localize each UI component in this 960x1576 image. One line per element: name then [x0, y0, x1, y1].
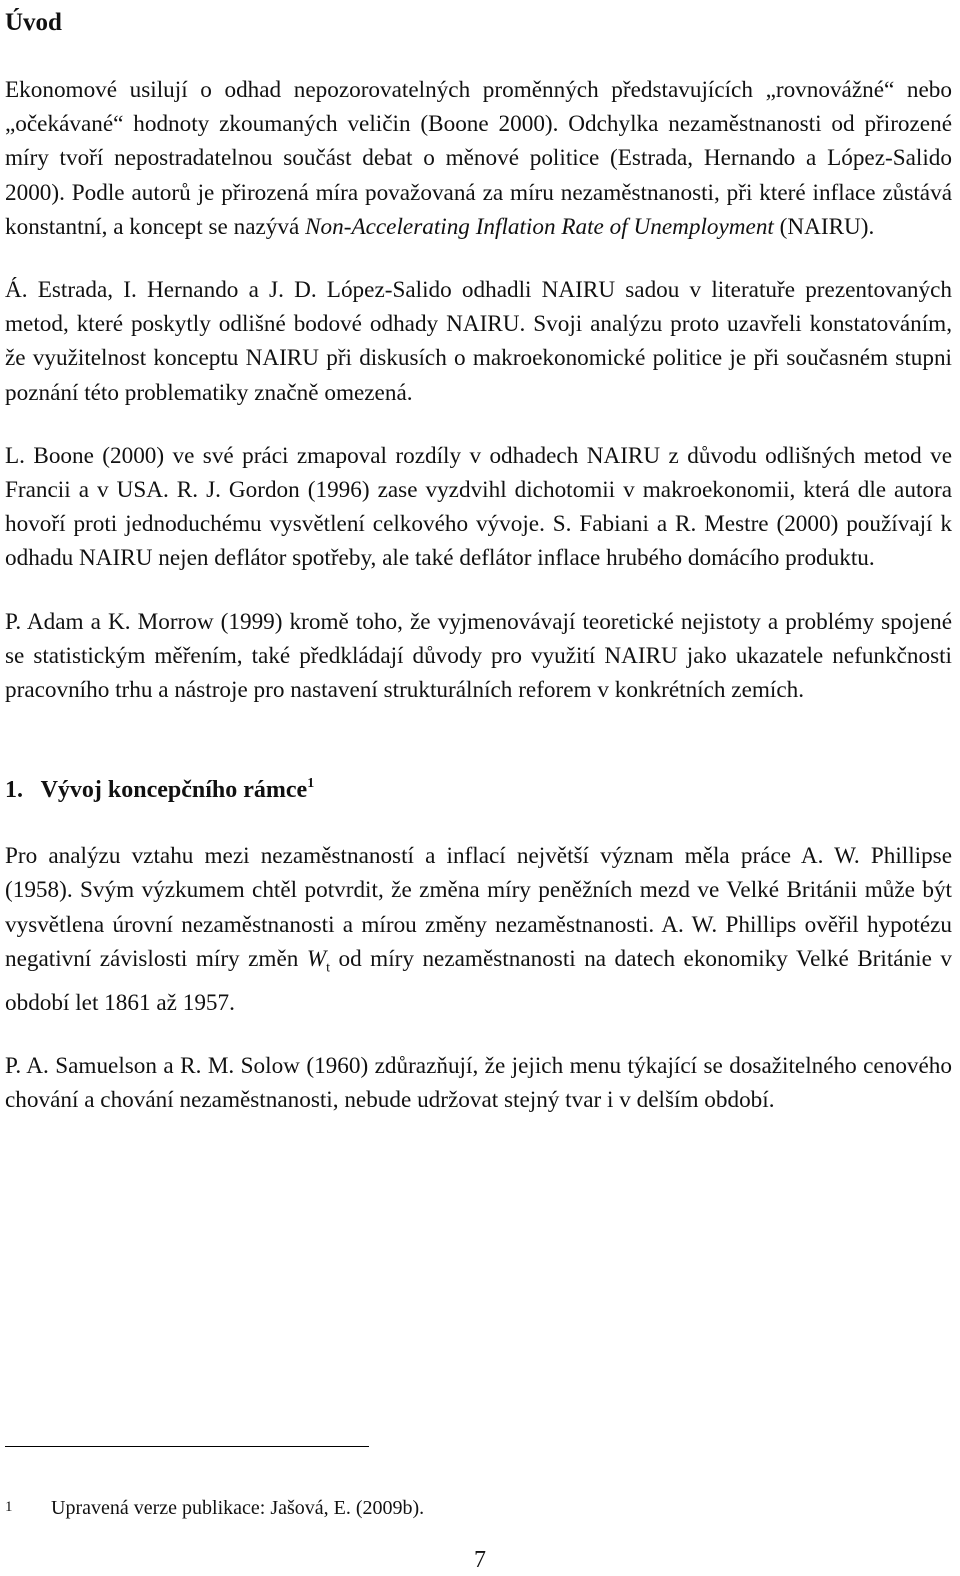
- footnote-separator: [5, 1446, 369, 1447]
- paragraph-section-1-1: [5, 839, 952, 1020]
- paragraph-intro-1: [5, 73, 952, 244]
- nairu-term-italic: Non-Accelerating Inflation Rate of Unemployment: [305, 213, 774, 240]
- symbol-subscript-t: t: [326, 960, 331, 976]
- footnote-number: 1: [5, 1499, 13, 1515]
- paragraph-section-1-2: P. A. Samuelson a R. M. Solow (1960) zdůrazňují, že jejich menu týkající se dosažitelného cenového chování a chování nezaměstnanosti, nebude udržovat stejný tvar i v delším období.: [5, 1052, 952, 1114]
- paragraph-section-1-1-text-a: Pro analýzu vztahu mezi nezaměstnaností a inflací největší význam měla práce A. W. Phillipse (1958). Svým výzkumem chtěl potvrdit, že změna míry peněžních mezd ve Velké Británii může být vysvětlena úrovní nezaměstnanosti a mírou změny nezaměstnanosti. A. W. Phillips ověřil hypotézu negativní závislosti míry změn: [5, 843, 952, 972]
- footnote: [5, 1494, 905, 1521]
- document-page: [5, 0, 952, 1117]
- paragraph-intro-1-text-a: Ekonomové usilují o odhad nepozorovatelných proměnných představujících „rovnovážné“ nebo „očekávané“ hodnoty zkoumaných veličin (Boone 2000). Odchylka nezaměstnanosti od přirozené míry tvoří nepostradatelnou součást debat o měnové politice (Estrada, Hernando a López-Salido 2000). Podle autorů je přirozená míra považovaná za míru nezaměstnanosti, při které inflace zůstává konstantní, a koncept se nazývá: [5, 77, 952, 240]
- paragraph-intro-4: P. Adam a K. Morrow (1999) kromě toho, že vyjmenovávají teoretické nejistoty a problémy spojené se statistickým měřením, také předkládají důvody pro využití NAIRU jako ukazatele nefunkčnosti pracovního trhu a nástroje pro nastavení strukturálních reforem v konkrétních zemích.: [5, 608, 952, 704]
- heading-uvod: Úvod: [5, 9, 62, 36]
- paragraph-intro-2: Á. Estrada, I. Hernando a J. D. López-Salido odhadli NAIRU sadou v literatuře prezentovaných metod, které poskytly odlišné bodové odhady NAIRU. Svoji analýzu proto uzavřeli konstatováním, že využitelnost konceptu NAIRU při diskusích o makroekonomické politice je při současném stupni poznání této problematiky značně omezená.: [5, 277, 952, 406]
- symbol-wt: [306, 945, 331, 976]
- footnote-reference[interactable]: 1: [307, 776, 315, 792]
- paragraph-intro-3: L. Boone (2000) ve své práci zmapoval rozdíly v odhadech NAIRU z důvodu odlišných metod ve Francii a v USA. R. J. Gordon (1996) zase vyzdvihl dichotomii v makroekonomii, která dle autora hovoří proti jednoduchému vysvětlení celkového vývoje. S. Fabiani a R. Mestre (2000) používají k odhadu NAIRU nejen deflátor spotřeby, ale také deflátor inflace hrubého domácího produktu.: [5, 442, 952, 572]
- footnote-text: Upravená verze publikace: Jašová, E. (2009b).: [51, 1497, 425, 1519]
- section-1-title: 1. Vývoj koncepčního rámce: [5, 777, 308, 804]
- symbol-w: W: [306, 945, 327, 972]
- page-number: 7: [474, 1547, 486, 1573]
- paragraph-section-1-1-text-b: od míry nezaměstnanosti na datech ekonomiky Velké Británie v období let 1861 až 1957.: [5, 945, 952, 1016]
- section-1-heading: [5, 767, 952, 807]
- paragraph-intro-1-text-b: (NAIRU).: [773, 213, 875, 240]
